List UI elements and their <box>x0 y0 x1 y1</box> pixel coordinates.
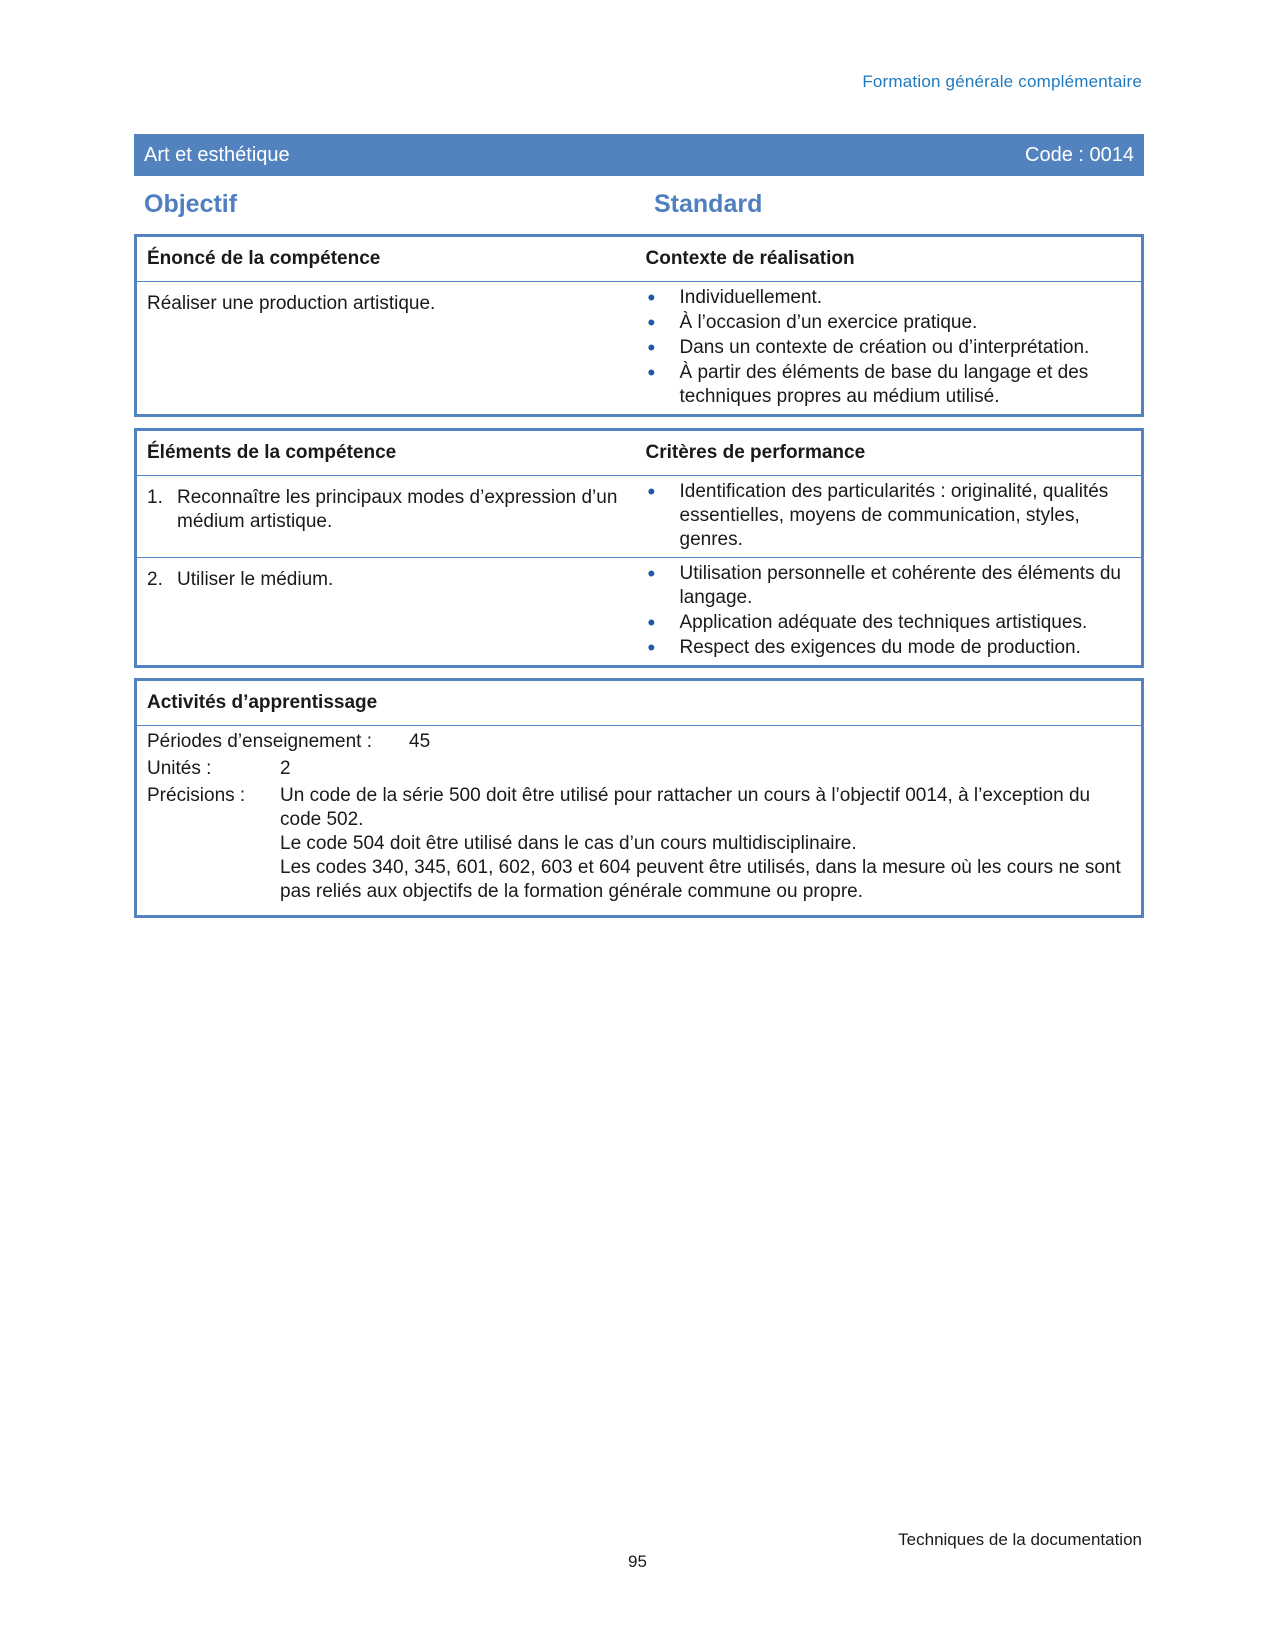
periodes-label: Périodes d’enseignement : <box>147 731 372 752</box>
bullet-icon: • <box>647 610 656 635</box>
criteres-list <box>642 562 1134 660</box>
activites-body <box>137 726 1141 915</box>
bullet-icon: • <box>647 310 656 335</box>
list-item: • Dans un contexte de création ou d’interprétation. <box>647 335 1090 360</box>
section-title-objectif: Objectif <box>144 190 238 218</box>
section-title-standard: Standard <box>654 190 763 218</box>
contexte-cell <box>636 282 1143 416</box>
elements-table <box>134 428 1144 668</box>
list-item: • Application adéquate des techniques artistiques. <box>647 610 1088 635</box>
element-item: 2. Utiliser le médium. <box>147 569 334 590</box>
contexte-header: Contexte de réalisation <box>636 236 1143 282</box>
course-banner <box>134 134 1144 176</box>
list-item: • À l’occasion d’un exercice pratique. <box>647 310 978 335</box>
precisions-label: Précisions : <box>147 785 246 806</box>
bullet-icon: • <box>647 285 656 310</box>
list-item: • Utilisation personnelle et cohérente des éléments du langage. <box>647 561 1121 608</box>
contexte-list <box>642 286 1134 409</box>
course-code: Code : 0014 <box>1025 143 1134 166</box>
unites-label: Unités : <box>147 758 212 779</box>
unites-value: 2 <box>280 758 291 779</box>
table-row <box>136 558 1143 667</box>
running-header: Formation générale complémentaire <box>862 72 1142 91</box>
criteres-header: Critères de performance <box>636 430 1143 476</box>
activites-header: Activités d’apprentissage <box>136 680 1143 726</box>
unites-row <box>147 757 1131 781</box>
periodes-row <box>147 730 1131 754</box>
table-row <box>136 476 1143 558</box>
bullet-icon: • <box>647 335 656 360</box>
section-titles <box>134 190 1144 226</box>
list-item: • Respect des exigences du mode de production. <box>647 635 1081 660</box>
list-item: • Individuellement. <box>647 285 823 310</box>
list-item: • Identification des particularités : originalité, qualités essentielles, moyens de communication, styles, genres. <box>647 479 1109 550</box>
precisions-text <box>280 784 1131 904</box>
footer-doc-title: Techniques de la documentation <box>898 1530 1142 1549</box>
precisions-row <box>147 784 1131 904</box>
bullet-icon: • <box>647 479 656 504</box>
elements-header: Éléments de la compétence <box>136 430 636 476</box>
enonce-text: Réaliser une production artistique. <box>147 293 436 314</box>
enonce-header: Énoncé de la compétence <box>136 236 636 282</box>
element-item: 1. Reconnaître les principaux modes d’expression d’un médium artistique. <box>147 487 618 532</box>
list-item: • À partir des éléments de base du langage et des techniques propres au médium utilisé. <box>647 360 1089 407</box>
precision-item: Le code 504 doit être utilisé dans le cas d’un cours multidisciplinaire. <box>280 833 857 854</box>
activites-table <box>134 678 1144 918</box>
precision-item: Un code de la série 500 doit être utilisé pour rattacher un cours à l’objectif 0014, à l’exception du code 502. <box>280 785 1091 830</box>
competence-table <box>134 234 1144 417</box>
precision-item: Les codes 340, 345, 601, 602, 603 et 604 peuvent être utilisés, dans la mesure où les cours ne sont pas reliés aux objectifs de la formation générale commune ou propre. <box>280 857 1121 902</box>
bullet-icon: • <box>647 635 656 660</box>
bullet-icon: • <box>647 360 656 385</box>
periodes-value: 45 <box>409 731 431 752</box>
page-number: 95 <box>628 1552 647 1571</box>
bullet-icon: • <box>647 561 656 586</box>
course-title: Art et esthétique <box>144 143 290 166</box>
criteres-list <box>642 480 1134 552</box>
